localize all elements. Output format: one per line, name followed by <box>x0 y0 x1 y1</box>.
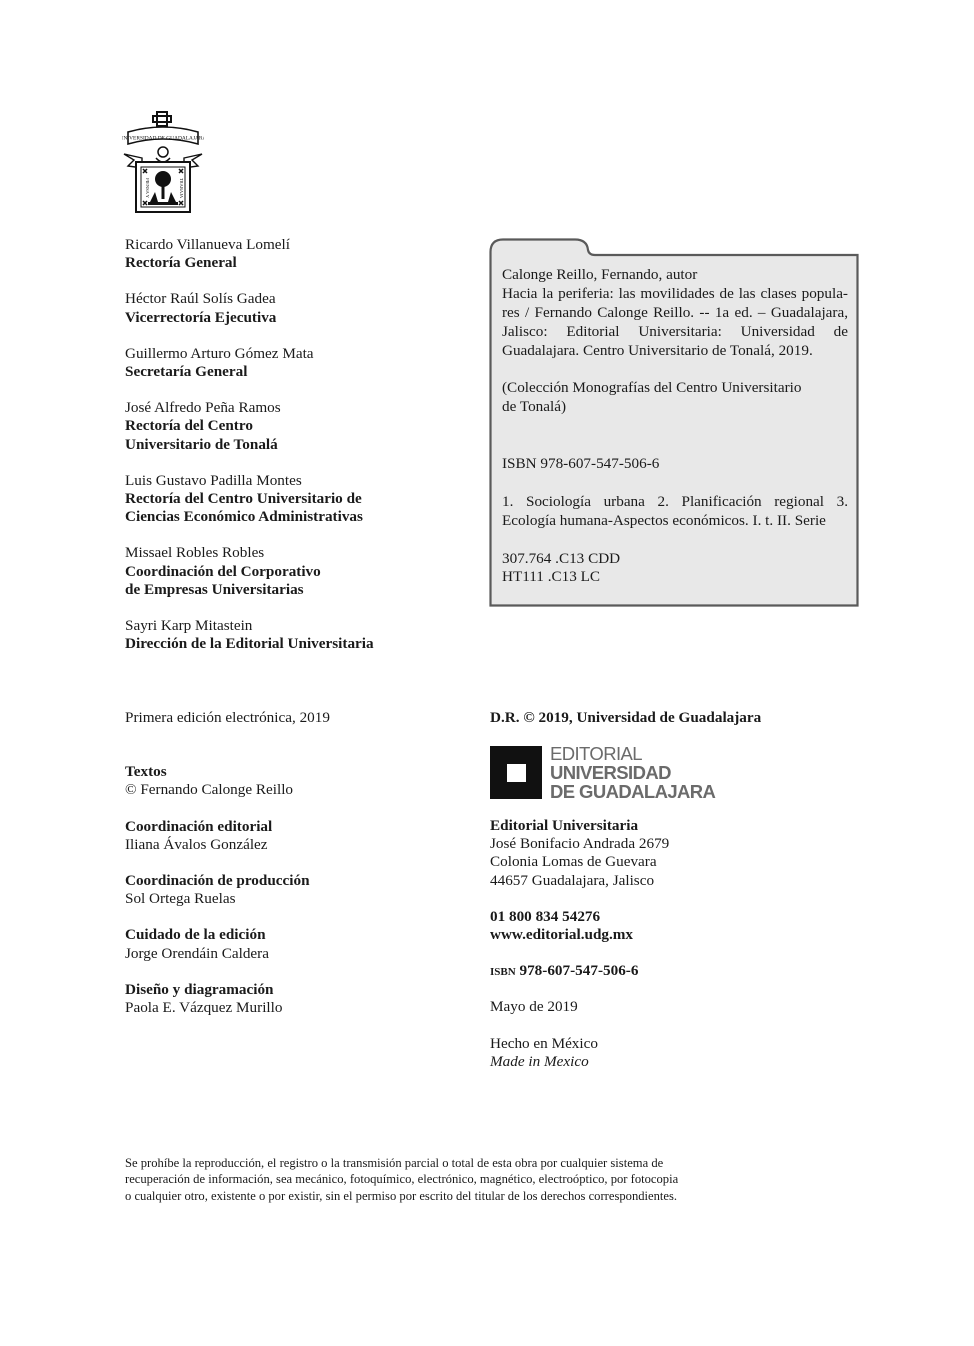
legal-notice <box>125 1155 775 1204</box>
credit-label: Coordinación editorial <box>125 817 273 835</box>
catalog-title-line: Guadalajara. Centro Universitario de Tonalá, 2019. <box>502 341 813 359</box>
made-in-english: Made in Mexico <box>490 1052 589 1070</box>
catalog-isbn: ISBN 978-607-547-506-6 <box>502 455 660 473</box>
credit-label: Cuidado de la edición <box>125 926 266 944</box>
official-role: Universitario de Tonalá <box>125 435 278 453</box>
isbn-label: isbn <box>490 962 516 980</box>
university-seal-logo <box>122 110 204 216</box>
rights-statement: D.R. © 2019, Universidad de Guadalajara <box>490 709 762 726</box>
official-role: Rectoría del Centro Universitario de <box>125 490 362 508</box>
catalog-series-line: de Tonalá) <box>502 398 567 416</box>
publisher-isbn <box>490 962 669 980</box>
publisher-phone: 01 800 834 54276 <box>490 907 601 925</box>
credit-entry <box>125 981 330 1017</box>
seal-motto-right: TRABAJA <box>179 177 184 199</box>
publisher-info <box>490 817 669 1089</box>
credit-entry <box>125 926 330 962</box>
legal-line: Se prohíbe la reproducción, el registro o la transmisión parcial o total de esta obra por cualquier sistema de <box>125 1156 664 1170</box>
seal-motto-left: PIENSA Y <box>145 178 150 198</box>
catalog-card <box>489 238 860 608</box>
credit-value: Sol Ortega Ruelas <box>125 890 236 908</box>
official-entry <box>125 345 374 381</box>
official-role: Secretaría General <box>125 363 248 381</box>
official-name: Sayri Karp Mitastein <box>125 617 253 635</box>
official-role: Ciencias Económico Administrativas <box>125 508 363 526</box>
publisher-website-link[interactable]: www.editorial.udg.mx <box>490 926 634 944</box>
catalog-title-line: Hacia la periferia: las movilidades de las clases popula- <box>502 284 848 302</box>
catalog-author: Calonge Reillo, Fernando, autor <box>502 266 698 283</box>
official-role: Vicerrectoría Ejecutiva <box>125 308 277 326</box>
official-entry <box>125 472 374 527</box>
isbn-value: 978-607-547-506-6 <box>519 962 639 980</box>
catalog-classification: 307.764 .C13 CDD <box>502 549 621 567</box>
official-role: de Empresas Universitarias <box>125 580 304 598</box>
credit-value: Jorge Orendáin Caldera <box>125 944 269 962</box>
made-in-spanish: Hecho en México <box>490 1034 598 1052</box>
official-name: Ricardo Villanueva Lomelí <box>125 236 290 253</box>
catalog-series-line: (Colección Monografías del Centro Universitario <box>502 379 802 397</box>
credit-value: © Fernando Calonge Reillo <box>125 781 294 799</box>
official-entry <box>125 399 374 454</box>
catalog-title-line: res / Fernando Calonge Reillo. -- 1a ed. – Guadalajara, <box>502 303 848 321</box>
catalog-subjects-line: Ecología humana-Aspectos económicos. I. t. II. Serie <box>502 511 826 529</box>
credits-list <box>125 709 330 1035</box>
logo-line-2: UNIVERSIDAD <box>550 762 671 783</box>
credit-entry <box>125 763 330 799</box>
address-line: Colonia Lomas de Guevara <box>490 853 657 871</box>
official-entry <box>125 290 374 326</box>
official-name: Guillermo Arturo Gómez Mata <box>125 344 314 362</box>
official-role: Rectoría General <box>125 254 237 272</box>
address-line: 44657 Guadalajara, Jalisco <box>490 871 655 889</box>
legal-line: recuperación de información, sea mecánico, fotoquímico, electrónico, magnético, electroóptico, por fotocopia <box>125 1172 679 1187</box>
credit-entry <box>125 872 330 908</box>
official-name: Missael Robles Robles <box>125 544 265 562</box>
official-entry <box>125 544 374 599</box>
credit-label: Diseño y diagramación <box>125 980 274 998</box>
credit-entry <box>125 818 330 854</box>
official-name: Luis Gustavo Padilla Montes <box>125 471 302 489</box>
officials-list <box>125 236 374 671</box>
credit-label: Textos <box>125 763 167 781</box>
official-role: Coordinación del Corporativo <box>125 562 321 580</box>
legal-line: o cualquier otro, existente o por existir, sin el permiso por escrito del titular de los derechos correspondientes. <box>125 1188 678 1203</box>
publisher-logo-square-icon <box>490 746 542 799</box>
catalog-subjects-line: 1. Sociología urbana 2. Planificación regional 3. <box>502 492 848 510</box>
publication-date-block <box>490 998 669 1016</box>
official-entry <box>125 236 374 272</box>
made-in-block <box>490 1035 669 1071</box>
publication-date: Mayo de 2019 <box>490 998 578 1016</box>
address-line: José Bonifacio Andrada 2679 <box>490 835 670 853</box>
official-role: Dirección de la Editorial Universitaria <box>125 635 374 653</box>
publisher-name: Editorial Universitaria <box>490 817 639 834</box>
seal-banner-text: UNIVERSIDAD DE GUADALAJARA <box>122 135 204 142</box>
publisher-contact <box>490 908 669 944</box>
official-entry <box>125 617 374 653</box>
official-role: Rectoría del Centro <box>125 417 253 435</box>
catalog-title-line: Jalisco: Editorial Universitaria: Universidad de <box>502 322 848 340</box>
edition-statement: Primera edición electrónica, 2019 <box>125 709 330 726</box>
logo-line-3: DE GUADALAJARA <box>550 781 716 802</box>
official-name: José Alfredo Peña Ramos <box>125 399 281 417</box>
catalog-classification: HT111 .C13 LC <box>502 568 601 586</box>
official-name: Héctor Raúl Solís Gadea <box>125 290 276 308</box>
publisher-address <box>490 817 669 890</box>
publisher-logo <box>490 743 716 802</box>
logo-line-1: EDITORIAL <box>550 743 642 764</box>
credit-value: Paola E. Vázquez Murillo <box>125 999 283 1017</box>
credit-value: Iliana Ávalos González <box>125 835 268 853</box>
seal-icon <box>122 110 204 216</box>
credit-label: Coordinación de producción <box>125 872 310 890</box>
